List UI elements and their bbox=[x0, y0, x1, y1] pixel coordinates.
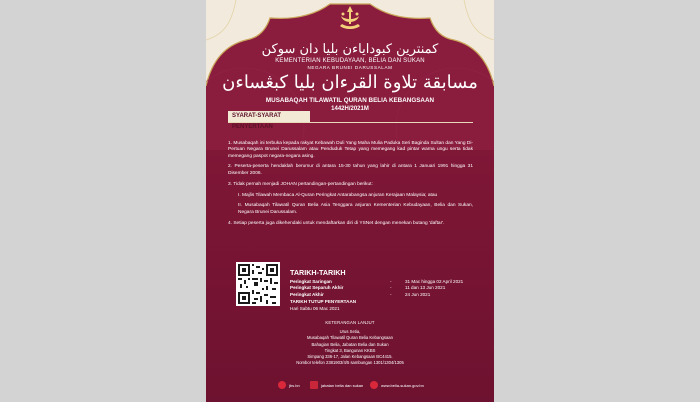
closing-date-value: Hari Sabtu 06 Mac 2021 bbox=[290, 305, 340, 311]
facebook-icon bbox=[310, 381, 318, 389]
dates-title: TARIKH-TARIKH bbox=[290, 268, 346, 277]
rule-item: 3. Tidak pernah menjadi JOHAN pertandingan-pertandingan berikut: bbox=[228, 181, 373, 187]
date-label: Peringkat Separuh Akhir bbox=[290, 285, 344, 291]
social-links bbox=[206, 380, 494, 392]
country-name: NEGARA BRUNEI DARUSSALAM bbox=[307, 65, 393, 70]
contact-line: Musabaqah Tilawatil Quran Belia Kebangsaan bbox=[307, 335, 393, 341]
date-separator: - bbox=[390, 285, 392, 291]
date-row bbox=[290, 292, 470, 298]
date-value: 24 Jun 2021 bbox=[405, 291, 431, 297]
social-label: jabatan belia dan sukan bbox=[321, 382, 364, 388]
ministry-jawi-text: كمنترين كبوداياءن بليا دان سوكن bbox=[261, 42, 439, 57]
contact-heading: KETERANGAN LANJUT bbox=[325, 320, 375, 325]
contact-info bbox=[206, 320, 494, 366]
instagram-icon bbox=[278, 381, 286, 389]
competition-title: MUSABAQAH TILAWATIL QURAN BELIA KEBANGSAAN bbox=[265, 97, 435, 104]
web-icon bbox=[370, 381, 378, 389]
brunei-crest-icon bbox=[337, 4, 363, 32]
divider bbox=[228, 122, 473, 123]
social-website[interactable] bbox=[370, 380, 424, 390]
date-value: 11 dan 13 Jun 2021 bbox=[405, 285, 446, 291]
competition-jawi-title: مسابقة تلاوة القرءان بليا كبڠساءن bbox=[222, 72, 478, 93]
poster bbox=[206, 0, 494, 402]
ministry-name: KEMENTERIAN KEBUDAYAAN, BELIA DAN SUKAN bbox=[275, 58, 425, 64]
contact-line: Tingkat 3, Bangunan KKBS bbox=[324, 347, 376, 353]
rule-subitem: II. Musabaqah Tilawatil Quran Belia Asia Tenggara anjuran Kementerian Kebudayaan, Belia dan Sukan, Negara Brunei Darussalam. bbox=[238, 203, 473, 215]
contact-line: Simpang 336-17, Jalan Kebangsaan BC4415. bbox=[307, 354, 393, 360]
contact-line: Urus Setia, bbox=[339, 329, 361, 335]
rule-item: 2. Peserta-peserta hendaklah berumur di antara 15-30 tahun yang lahir di antara 1 Januari 1991 hingga 31 Disember 2006. bbox=[228, 164, 473, 176]
social-instagram[interactable] bbox=[278, 380, 300, 390]
section-title-badge: SYARAT-SYARAT PENYERTAAN bbox=[228, 111, 310, 122]
date-label: Peringkat Saringan bbox=[290, 279, 332, 284]
closing-date-label: TARIKH TUTUP PENYERTAAN bbox=[290, 299, 357, 305]
dates-table bbox=[290, 279, 470, 312]
date-separator: - bbox=[390, 291, 392, 297]
competition-year: 1442H/2021M bbox=[331, 106, 369, 112]
rule-item: 4. Setiap peserta juga dikehendaki untuk mendaftarkan diri di YSNet dengan menekan butang 'daftar'. bbox=[228, 220, 445, 226]
date-separator: - bbox=[390, 279, 392, 284]
date-label: Peringkat Akhir bbox=[290, 291, 324, 297]
contact-phone: Nombor telefon 2381903/4/5 sambungan 1301/1304/1305 bbox=[296, 360, 404, 366]
social-label: www.belia-sukan.gov.bn bbox=[381, 382, 424, 388]
contact-line: Bahagian Belia, Jabatan Belia dan Sukan bbox=[311, 341, 389, 347]
qr-code[interactable] bbox=[236, 262, 280, 306]
rule-subitem: I. Majlis Tilawah Membaca Al-Quran Peringkat Antarabangsa anjuran Kerajaan Malaysia; atau bbox=[238, 192, 438, 198]
date-value: 31 Mac hingga 02 April 2021 bbox=[405, 279, 464, 284]
rule-item: 1. Musabaqah ini terbuka kepada rakyat Kebawah Duli Yang Maha Mulia Paduka Seri Baginda Sultan dan Yang Di-Pertuan Negara Brunei Darussalam atau Penduduk Tetap yang memegang kad pintar warna ungu serta tidak memegang paspot negara-negara asing. bbox=[228, 141, 473, 159]
social-label: jbs.bn bbox=[289, 382, 300, 388]
social-facebook[interactable] bbox=[310, 380, 363, 390]
rules-list bbox=[228, 141, 473, 232]
